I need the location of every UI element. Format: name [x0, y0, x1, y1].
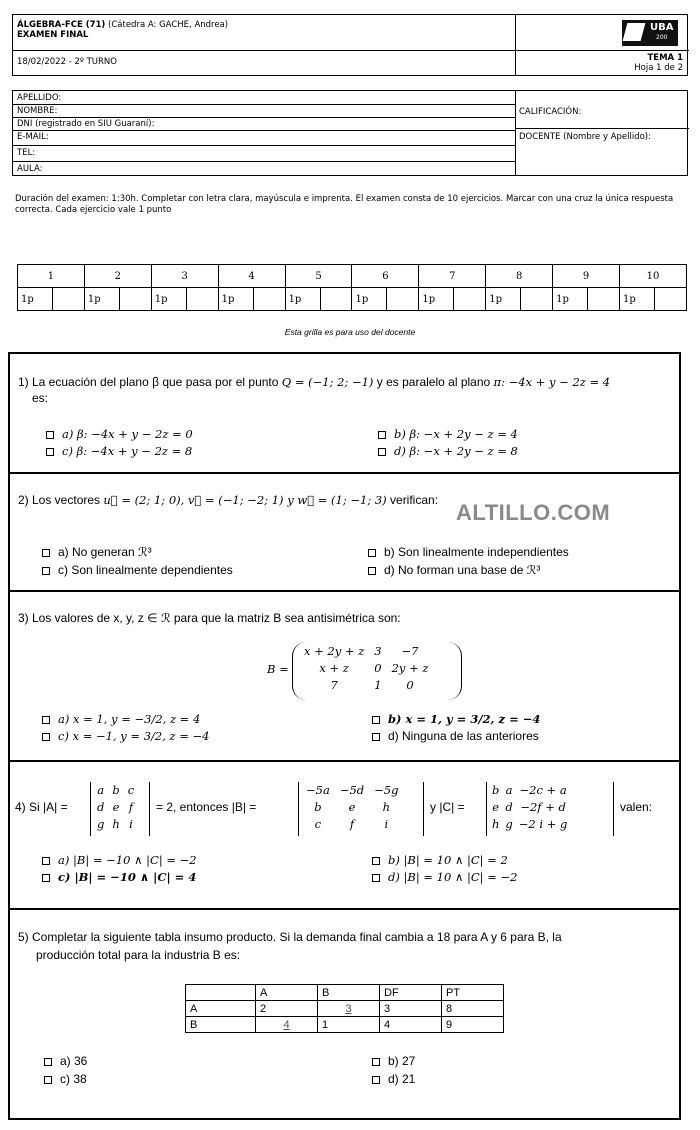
grid-score-cell[interactable] [186, 288, 218, 311]
q1-text-a: 1) La ecuación del plano β que pasa por el punto [18, 375, 279, 389]
calificacion-field[interactable]: CALIFICACIÓN: [519, 107, 582, 117]
course-title [17, 20, 228, 40]
q5-option-c-label: c) 38 [60, 1072, 87, 1086]
io-table-cell: B [318, 985, 380, 1001]
grid-score-cell[interactable] [320, 288, 352, 311]
matrix-a-cell: c [127, 783, 135, 797]
nombre-field[interactable]: NOMBRE: [17, 106, 58, 116]
grid-note: Esta grilla es para uso del docente [284, 327, 416, 337]
q5-option-d-label: d) 21 [388, 1072, 416, 1086]
matrix-b-det-cell: −5a [306, 783, 330, 797]
io-table-row [186, 1001, 504, 1017]
matrix-b-det-row [301, 816, 403, 833]
matrix-b-det-cell: e [348, 800, 356, 814]
matrix-a-cell: a [97, 783, 105, 797]
io-table-row [186, 985, 504, 1001]
q2-option-c[interactable] [42, 563, 233, 577]
matrix-b-cell: 1 [374, 678, 382, 692]
divider [13, 145, 515, 146]
matrix-b-cell: x + 2y + z [304, 644, 365, 658]
q1-text-c: es: [32, 391, 49, 405]
q2-text-b: verifican: [390, 493, 439, 507]
q3-option-d[interactable] [372, 729, 539, 743]
grid-number-cell: 10 [620, 265, 687, 288]
q4-option-a[interactable] [42, 853, 197, 867]
student-info [12, 90, 688, 176]
q4-y: y |C| = [430, 800, 465, 814]
grid-number-cell: 8 [486, 265, 553, 288]
q1-point: Q = (−1; 2; −1) [281, 375, 374, 389]
matrix-c-det-cell: a [505, 783, 513, 797]
apellido-field[interactable]: APELLIDO: [17, 93, 62, 103]
matrix-b-det-cell: f [349, 817, 355, 831]
grid-score-cell[interactable] [119, 288, 151, 311]
grid-points-cell: 1p [218, 288, 253, 311]
logo-sub: 200 [656, 34, 668, 41]
io-table-cell [186, 985, 256, 1001]
matrix-c-det-cell: −2 i + g [518, 817, 568, 831]
q4-option-b-label: b) |B| = 10 ∧ |C| = 2 [388, 853, 508, 867]
tema: TEMA 1 [647, 53, 683, 63]
q2-option-c-label: c) Son linealmente dependientes [58, 563, 233, 577]
divider [13, 50, 689, 51]
dni-field[interactable]: DNI (registrado en SIU Guaraní): [17, 119, 155, 129]
grade-grid [17, 264, 687, 311]
matrix-c-det-table [489, 782, 570, 833]
q2-option-d-label: d) No forman una base de ℛ³ [384, 563, 541, 577]
aula-field[interactable]: AULA: [17, 164, 43, 174]
matrix-b-cell: 2y + z [391, 661, 429, 675]
matrix-b-cell: x + z [319, 661, 349, 675]
q4-prefix: 4) Si |A| = [15, 800, 68, 814]
checkbox-icon[interactable] [42, 567, 50, 575]
grid-points-cell: 1p [285, 288, 320, 311]
q1-option-b[interactable] [378, 427, 518, 441]
checkbox-icon[interactable] [42, 874, 50, 882]
tema-block [634, 53, 683, 73]
matrix-c-det-row [489, 799, 570, 816]
grid-number-cell: 6 [352, 265, 419, 288]
divider [13, 161, 515, 162]
io-table-row [186, 1017, 504, 1033]
question-2 [8, 472, 681, 590]
grid-score-cell[interactable] [521, 288, 553, 311]
grid-points-cell: 1p [84, 288, 119, 311]
matrix-label [267, 662, 289, 676]
matrix-a-cell: i [129, 817, 133, 831]
grid-number-cell: 5 [285, 265, 352, 288]
q4-option-b[interactable] [372, 853, 508, 867]
input-output-table [185, 984, 504, 1033]
io-table-filled-cell[interactable]: 3 [318, 1001, 380, 1017]
q2-option-b[interactable] [368, 545, 569, 559]
matrix-c-det [486, 782, 614, 836]
docente-field[interactable]: DOCENTE (Nombre y Apellido): [519, 132, 651, 142]
checkbox-icon[interactable] [46, 431, 54, 439]
q2-option-a[interactable] [42, 545, 152, 559]
grid-score-cell[interactable] [588, 288, 620, 311]
matrix-b-cell: 0 [374, 661, 382, 675]
matrix-b-row [299, 660, 433, 677]
q5-option-d[interactable] [372, 1072, 415, 1086]
matrix-b-det-cell: −5g [374, 783, 399, 797]
matrix-b-row [299, 643, 433, 660]
grid-points-cell: 1p [18, 288, 53, 311]
io-table-filled-cell[interactable]: 4 [256, 1017, 318, 1033]
matrix-b-table [299, 643, 433, 694]
matrix-b-det [298, 782, 424, 836]
q5-option-a-label: a) 36 [60, 1054, 88, 1068]
exam-type: EXAMEN FINAL [17, 30, 89, 40]
matrix-b-label: B = [267, 662, 289, 676]
grid-points-cell: 1p [486, 288, 521, 311]
logo-text: UBA [650, 22, 674, 33]
matrix-b-det-table [301, 782, 403, 833]
checkbox-icon[interactable] [378, 431, 386, 439]
matrix-c-det-row [489, 782, 570, 799]
io-table-cell: 2 [256, 1001, 318, 1017]
matrix-b [292, 642, 462, 700]
matrix-c-det-row [489, 816, 570, 833]
matrix-a-cell: b [112, 783, 120, 797]
io-table-cell: 1 [318, 1017, 380, 1033]
checkbox-icon[interactable] [368, 549, 376, 557]
q3-option-b-label: b) x = 1, y = 3/2, z = −4 [388, 712, 541, 726]
grid-points-cell: 1p [151, 288, 186, 311]
divider [515, 15, 516, 76]
io-table-cell: A [186, 1001, 256, 1017]
q1-plane: π: −4x + y − 2z = 4 [493, 375, 611, 389]
q2-option-d[interactable] [368, 563, 540, 577]
q5-option-c[interactable] [44, 1072, 87, 1086]
grid-score-cell[interactable] [454, 288, 486, 311]
grid-number-cell: 3 [151, 265, 218, 288]
matrix-b-cell: 0 [406, 678, 414, 692]
io-table-cell: 3 [380, 1001, 442, 1017]
checkbox-icon[interactable] [44, 1058, 52, 1066]
grid-points-row [18, 288, 687, 311]
grid-points-cell: 1p [620, 288, 655, 311]
uba-logo [622, 20, 678, 46]
grid-number-cell: 9 [553, 265, 620, 288]
matrix-b-cell: 3 [374, 644, 382, 658]
checkbox-icon[interactable] [42, 857, 50, 865]
io-table-cell: 8 [442, 1001, 504, 1017]
q5-text-1: 5) Completar la siguiente tabla insumo producto. Si la demanda final cambia a 18 para A y 6 para B, la [18, 930, 562, 944]
matrix-a-cell: h [112, 817, 120, 831]
q1-option-d-label: d) β: −x + 2y − z = 8 [394, 444, 518, 458]
q5-option-b-label: b) 27 [388, 1054, 416, 1068]
q4-suffix: valen: [620, 800, 653, 814]
matrix-a-cell: e [112, 800, 120, 814]
checkbox-icon[interactable] [372, 1076, 380, 1084]
divider [13, 117, 515, 118]
grid-score-cell[interactable] [387, 288, 419, 311]
q1-text-b: y es paralelo al plano [376, 375, 491, 389]
checkbox-icon[interactable] [44, 1076, 52, 1084]
q1-option-b-label: b) β: −x + 2y − z = 4 [394, 427, 518, 441]
matrix-b-det-cell: −5d [339, 783, 365, 797]
grid-score-cell[interactable] [654, 288, 686, 311]
io-table-cell: DF [380, 985, 442, 1001]
matrix-c-det-cell: e [492, 800, 500, 814]
matrix-c-det-cell: −2c + a [519, 783, 567, 797]
grid-number-cell: 2 [84, 265, 151, 288]
matrix-b-det-row [301, 799, 403, 816]
checkbox-icon[interactable] [372, 857, 380, 865]
matrix-b-row [299, 677, 433, 694]
instructions: Duración del examen: 1:30h. Completar con letra clara, mayúscula e imprenta. El examen consta de 10 ejercicios. Marcar con una cruz la única respuesta correcta. Cada ejercicio vale 1 punto [15, 194, 674, 215]
question-3 [8, 590, 681, 760]
grid-points-cell: 1p [419, 288, 454, 311]
matrix-b-cell: −7 [401, 644, 419, 658]
q2-vectors: u⃗ = (2; 1; 0), v⃗ = (−1; −2; 1) y w⃗ = (1; −1; 3) [103, 493, 387, 507]
question-1-text [18, 374, 678, 406]
matrix-b-det-row [301, 782, 403, 799]
io-table-cell: 4 [380, 1017, 442, 1033]
checkbox-icon[interactable] [42, 733, 50, 741]
question-5-text [18, 928, 678, 964]
q3-option-a-label: a) x = 1, y = −3/2, z = 4 [58, 712, 201, 726]
checkbox-icon[interactable] [378, 448, 386, 456]
q2-option-a-label: a) No generan ℛ³ [58, 545, 152, 559]
q4-eq: = 2, entonces |B| = [156, 800, 257, 814]
matrix-a [90, 782, 150, 836]
matrix-b-det-cell: c [314, 817, 322, 831]
matrix-a-row [93, 816, 138, 833]
io-table-cell: B [186, 1017, 256, 1033]
grid-score-cell[interactable] [253, 288, 285, 311]
matrix-a-cell: d [97, 800, 105, 814]
q5-text-2: producción total para la industria B es: [36, 948, 241, 962]
q4-option-d[interactable] [372, 870, 517, 884]
checkbox-icon[interactable] [368, 567, 376, 575]
checkbox-icon[interactable] [372, 1058, 380, 1066]
catedra: (Cátedra A: GACHE, Andrea) [108, 20, 229, 30]
grid-points-cell: 1p [352, 288, 387, 311]
matrix-c-det-cell: g [505, 817, 513, 831]
divider [13, 130, 515, 131]
q4-option-a-label: a) |B| = −10 ∧ |C| = −2 [58, 853, 197, 867]
q1-option-a-label: a) β: −4x + y − 2z = 0 [62, 427, 193, 441]
question-3-text: 3) Los valores de x, y, z ∈ ℛ para que la matriz B sea antisimétrica son: [18, 611, 401, 625]
checkbox-icon[interactable] [372, 874, 380, 882]
q3-option-b[interactable] [372, 712, 540, 726]
q5-option-a[interactable] [44, 1054, 87, 1068]
matrix-c-det-cell: h [492, 817, 500, 831]
io-table-cell: 9 [442, 1017, 504, 1033]
q1-option-a[interactable] [46, 427, 193, 441]
q4-option-c[interactable] [42, 870, 196, 884]
io-table-cell: PT [442, 985, 504, 1001]
divider [13, 104, 515, 105]
matrix-c-det-cell: −2f + d [520, 800, 566, 814]
checkbox-icon[interactable] [42, 716, 50, 724]
grid-number-cell: 4 [218, 265, 285, 288]
divider [515, 91, 516, 176]
exam-date: 18/02/2022 - 2º TURNO [17, 57, 117, 67]
page-count: Hoja 1 de 2 [634, 63, 683, 73]
q1-option-c-label: c) β: −4x + y − 2z = 8 [62, 444, 193, 458]
tel-field[interactable]: TEL: [17, 148, 36, 158]
q3-option-d-label: d) Ninguna de las anteriores [388, 729, 539, 743]
checkbox-icon[interactable] [46, 448, 54, 456]
matrix-c-det-cell: b [492, 783, 500, 797]
q5-option-b[interactable] [372, 1054, 415, 1068]
question-1 [8, 352, 681, 472]
q3-option-a[interactable] [42, 712, 200, 726]
matrix-a-cell: g [97, 817, 105, 831]
matrix-b-cell: 7 [330, 678, 338, 692]
course-name: ÁLGEBRA-FCE (71) [17, 20, 106, 30]
grid-number-cell: 1 [18, 265, 85, 288]
io-table-cell: A [256, 985, 318, 1001]
q3-option-c-label: c) x = −1, y = 3/2, z = −4 [58, 729, 210, 743]
matrix-c-det-cell: d [505, 800, 513, 814]
matrix-a-row [93, 782, 138, 799]
question-5 [8, 908, 681, 1120]
matrix-b-det-cell: b [314, 800, 322, 814]
grid-number-cell: 7 [419, 265, 486, 288]
divider [515, 128, 689, 129]
exam-header [12, 14, 688, 76]
matrix-a-row [93, 799, 138, 816]
q4-option-d-label: d) |B| = 10 ∧ |C| = −2 [388, 870, 518, 884]
q4-option-c-label: c) |B| = −10 ∧ |C| = 4 [58, 870, 197, 884]
q1-option-c[interactable] [46, 444, 192, 458]
grid-points-cell: 1p [553, 288, 588, 311]
question-4 [8, 760, 681, 908]
checkbox-icon[interactable] [42, 549, 50, 557]
logo-mark-icon [623, 23, 646, 41]
grid-score-cell[interactable] [52, 288, 84, 311]
grid-number-row [18, 265, 687, 288]
checkbox-icon[interactable] [372, 733, 380, 741]
email-field[interactable]: E-MAIL: [17, 132, 49, 142]
q1-option-d[interactable] [378, 444, 518, 458]
q3-option-c[interactable] [42, 729, 210, 743]
q2-text: 2) Los vectores [18, 493, 101, 507]
checkbox-icon[interactable] [372, 716, 380, 724]
matrix-b-det-cell: i [384, 817, 389, 831]
q2-option-b-label: b) Son linealmente independientes [384, 545, 569, 559]
matrix-a-table [93, 782, 138, 833]
matrix-b-det-cell: h [382, 800, 391, 814]
watermark: ALTILLO.COM [456, 500, 611, 525]
matrix-a-cell: f [128, 800, 134, 814]
